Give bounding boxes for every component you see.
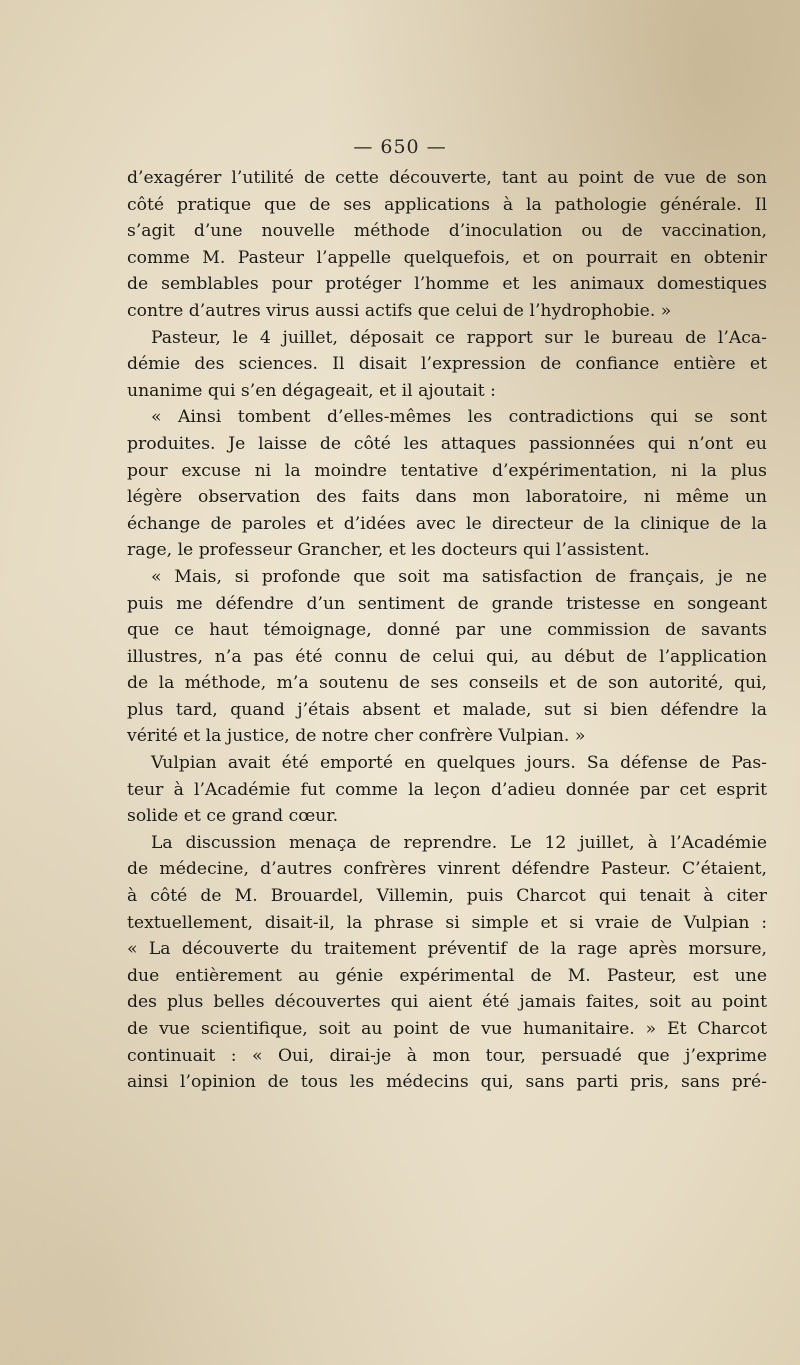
text-line: produites. Je laisse de côté les attaques passionnées qui n’ont eu <box>127 433 767 454</box>
text-line: « La découverte du traitement préventif de la rage après morsure, <box>127 939 767 960</box>
text-line: Vulpian avait été emporté en quelques jours. Sa défense de Pas- <box>151 753 767 774</box>
text-line: vérité et la justice, de notre cher confrère Vulpian. » <box>127 726 586 747</box>
text-line: solide et ce grand cœur. <box>127 806 339 827</box>
text-line: textuellement, disait-il, la phrase si simple et si vraie de Vulpian : <box>127 912 767 933</box>
text-line: légère observation des faits dans mon laboratoire, ni même un <box>127 487 767 508</box>
text-line: teur à l’Académie fut comme la leçon d’adieu donnée par cet esprit <box>127 779 767 800</box>
text-line: due entièrement au génie expérimental de M. Pasteur, est une <box>127 965 767 986</box>
text-line: rage, le professeur Grancher, et les docteurs qui l’assistent. <box>127 540 650 561</box>
text-line: comme M. Pasteur l’appelle quelquefois, et on pourrait en obtenir <box>127 247 767 268</box>
text-line: « Ainsi tombent d’elles-mêmes les contradictions qui se sont <box>151 407 767 428</box>
body-text <box>127 165 767 1096</box>
text-line: La discussion menaça de reprendre. Le 12 juillet, à l’Académie <box>151 832 767 853</box>
text-line: illustres, n’a pas été connu de celui qui, au début de l’application <box>127 646 767 667</box>
text-line: de médecine, d’autres confrères vinrent défendre Pasteur. C’étaient, <box>127 859 767 880</box>
text-line: démie des sciences. Il disait l’expression de confiance entière et <box>127 354 767 375</box>
page-number: — 650 — <box>353 136 447 158</box>
text-line: plus tard, quand j’étais absent et malade, sut si bien défendre la <box>127 699 767 720</box>
text-line: que ce haut témoignage, donné par une commission de savants <box>127 620 767 641</box>
text-line: ainsi l’opinion de tous les médecins qui, sans parti pris, sans pré- <box>127 1072 767 1093</box>
text-line: continuait : « Oui, dirai-je à mon tour, persuadé que j’exprime <box>127 1045 767 1066</box>
text-line: d’exagérer l’utilité de cette découverte, tant au point de vue de son <box>127 168 767 188</box>
text-line: s’agit d’une nouvelle méthode d’inoculation ou de vaccination, <box>127 221 767 242</box>
text-line: « Mais, si profonde que soit ma satisfaction de français, je ne <box>151 566 767 587</box>
text-line: de semblables pour protéger l’homme et les animaux domestiques <box>127 274 767 295</box>
text-line: contre d’autres virus aussi actifs que celui de l’hydrophobie. » <box>127 300 672 321</box>
text-line: échange de paroles et d’idées avec le directeur de la clinique de la <box>127 513 767 534</box>
text-line: puis me défendre d’un sentiment de grande tristesse en songeant <box>127 593 767 614</box>
text-line: unanime qui s’en dégageait, et il ajoutait : <box>127 380 496 401</box>
text-line: pour excuse ni la moindre tentative d’expérimentation, ni la plus <box>127 460 767 481</box>
text-line: à côté de M. Brouardel, Villemin, puis Charcot qui tenait à citer <box>127 886 767 907</box>
text-line: de la méthode, m’a soutenu de ses conseils et de son autorité, qui, <box>127 673 767 694</box>
text-line: de vue scientifique, soit au point de vue humanitaire. » Et Charcot <box>127 1019 767 1039</box>
text-line: Pasteur, le 4 juillet, déposait ce rapport sur le bureau de l’Aca- <box>151 327 767 348</box>
text-line: des plus belles découvertes qui aient été jamais faites, soit au point <box>127 992 767 1013</box>
text-line: côté pratique que de ses applications à la pathologie générale. Il <box>127 194 767 215</box>
